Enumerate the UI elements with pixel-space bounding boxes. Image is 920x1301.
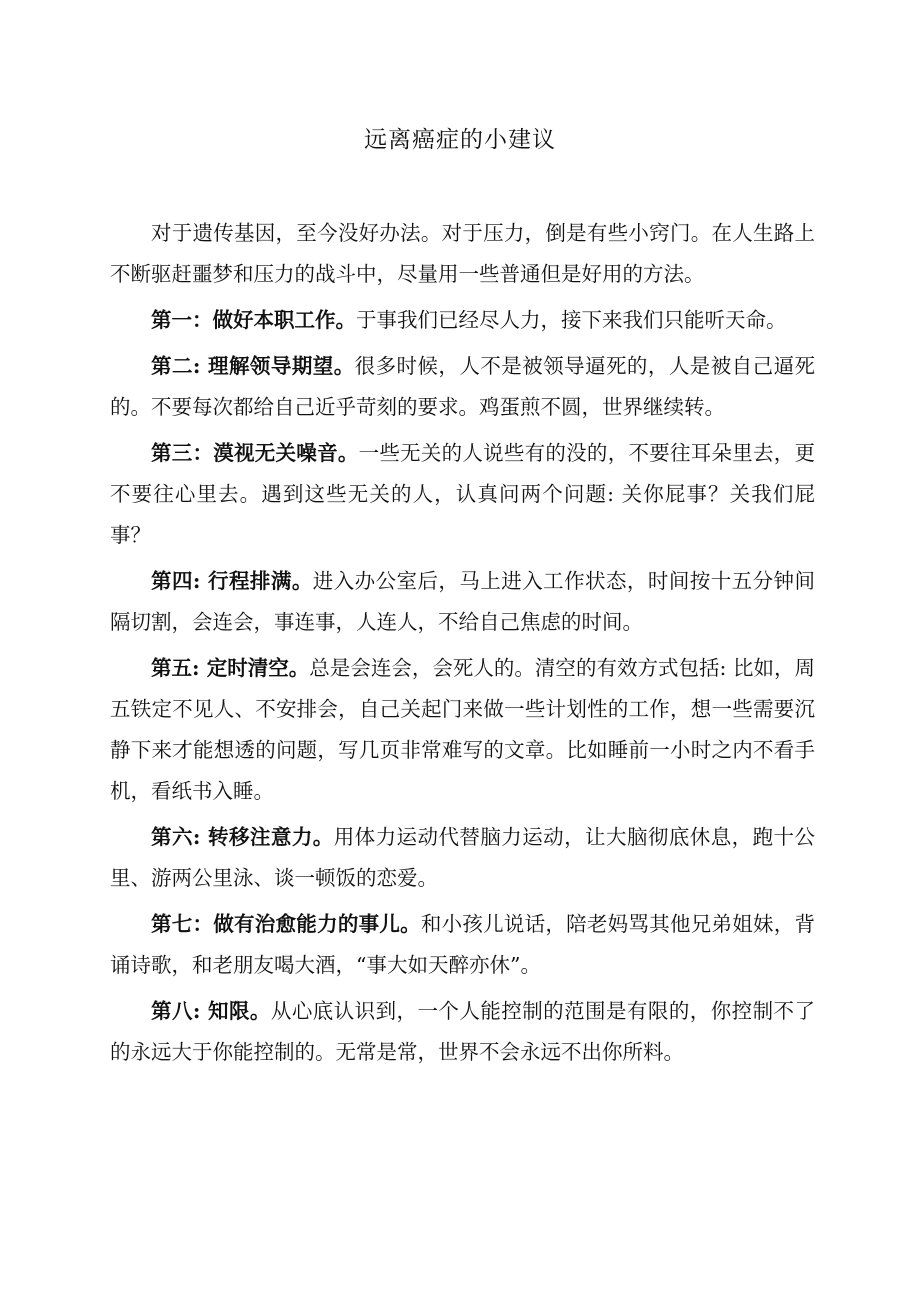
tip-text: 很多时候，人不是被领导逼死的，人是被自己逼死的。不要每次都给自己近乎苛刻的要求。鸡蛋煎不圆，世界继续转。 [110, 354, 815, 419]
tip-text: 一些无关的人说些有的没的，不要往耳朵里去，更不要往心里去。遇到这些无关的人，认真问两个问题: 关你屁事？关我们屁事？ [110, 441, 816, 547]
tip-paragraph-4 [110, 561, 815, 643]
tip-heading: 第八: 知限。 [151, 999, 271, 1023]
tip-heading: 第四: 行程排满。 [151, 569, 313, 593]
tip-heading: 第一：做好本职工作。 [151, 308, 356, 332]
tip-text: 从心底认识到，一个人能控制的范围是有限的，你控制不了的永远大于你能控制的。无常是常，世界不会永远不出你所料。 [110, 999, 815, 1064]
tip-paragraph-3 [110, 433, 815, 556]
intro-paragraph: 对于遗传基因，至今没好办法。对于压力，倒是有些小窍门。在人生路上不断驱赶噩梦和压力的战斗中，尽量用一些普通但是好用的方法。 [110, 221, 815, 286]
tip-heading: 第三：漠视无关噪音。 [151, 441, 359, 465]
tip-paragraph-6 [110, 817, 815, 899]
tip-heading: 第七：做有治愈能力的事儿。 [151, 912, 421, 936]
document-title: 远离癌症的小建议 [364, 127, 556, 153]
tip-text: 于事我们已经尽人力，接下来我们只能听天命。 [356, 308, 787, 332]
document-body [110, 213, 815, 1078]
tip-text: 总是会连会，会死人的。清空的有效方式包括: 比如，周五铁定不见人、不安排会，自己关起门来做一些计划性的工作，想一些需要沉静下来才能想透的问题，写几页非常难写的文章。比如睡前一小时之内不看手机，看纸书入睡。 [110, 656, 815, 803]
tip-paragraph-8 [110, 991, 815, 1073]
tip-text: 和小孩儿说话，陪老妈骂其他兄弟姐妹，背诵诗歌，和老朋友喝大酒，“事大如天醉亦休”。 [110, 912, 816, 977]
tip-paragraph-5 [110, 648, 815, 812]
tip-text: 进入办公室后，马上进入工作状态，时间按十五分钟间隔切割，会连会，事连事，人连人，不给自己焦虑的时间。 [110, 569, 815, 634]
tip-heading: 第五: 定时清空。 [151, 656, 310, 680]
tip-heading: 第二: 理解领导期望。 [151, 354, 355, 378]
tip-text: 用体力运动代替脑力运动，让大脑彻底休息，跑十公里、游两公里泳、谈一顿饭的恋爱。 [110, 825, 815, 890]
tip-paragraph-2 [110, 346, 815, 428]
tip-paragraph-7 [110, 904, 815, 986]
tip-heading: 第六: 转移注意力。 [151, 825, 334, 849]
tip-paragraph-1 [110, 300, 815, 341]
